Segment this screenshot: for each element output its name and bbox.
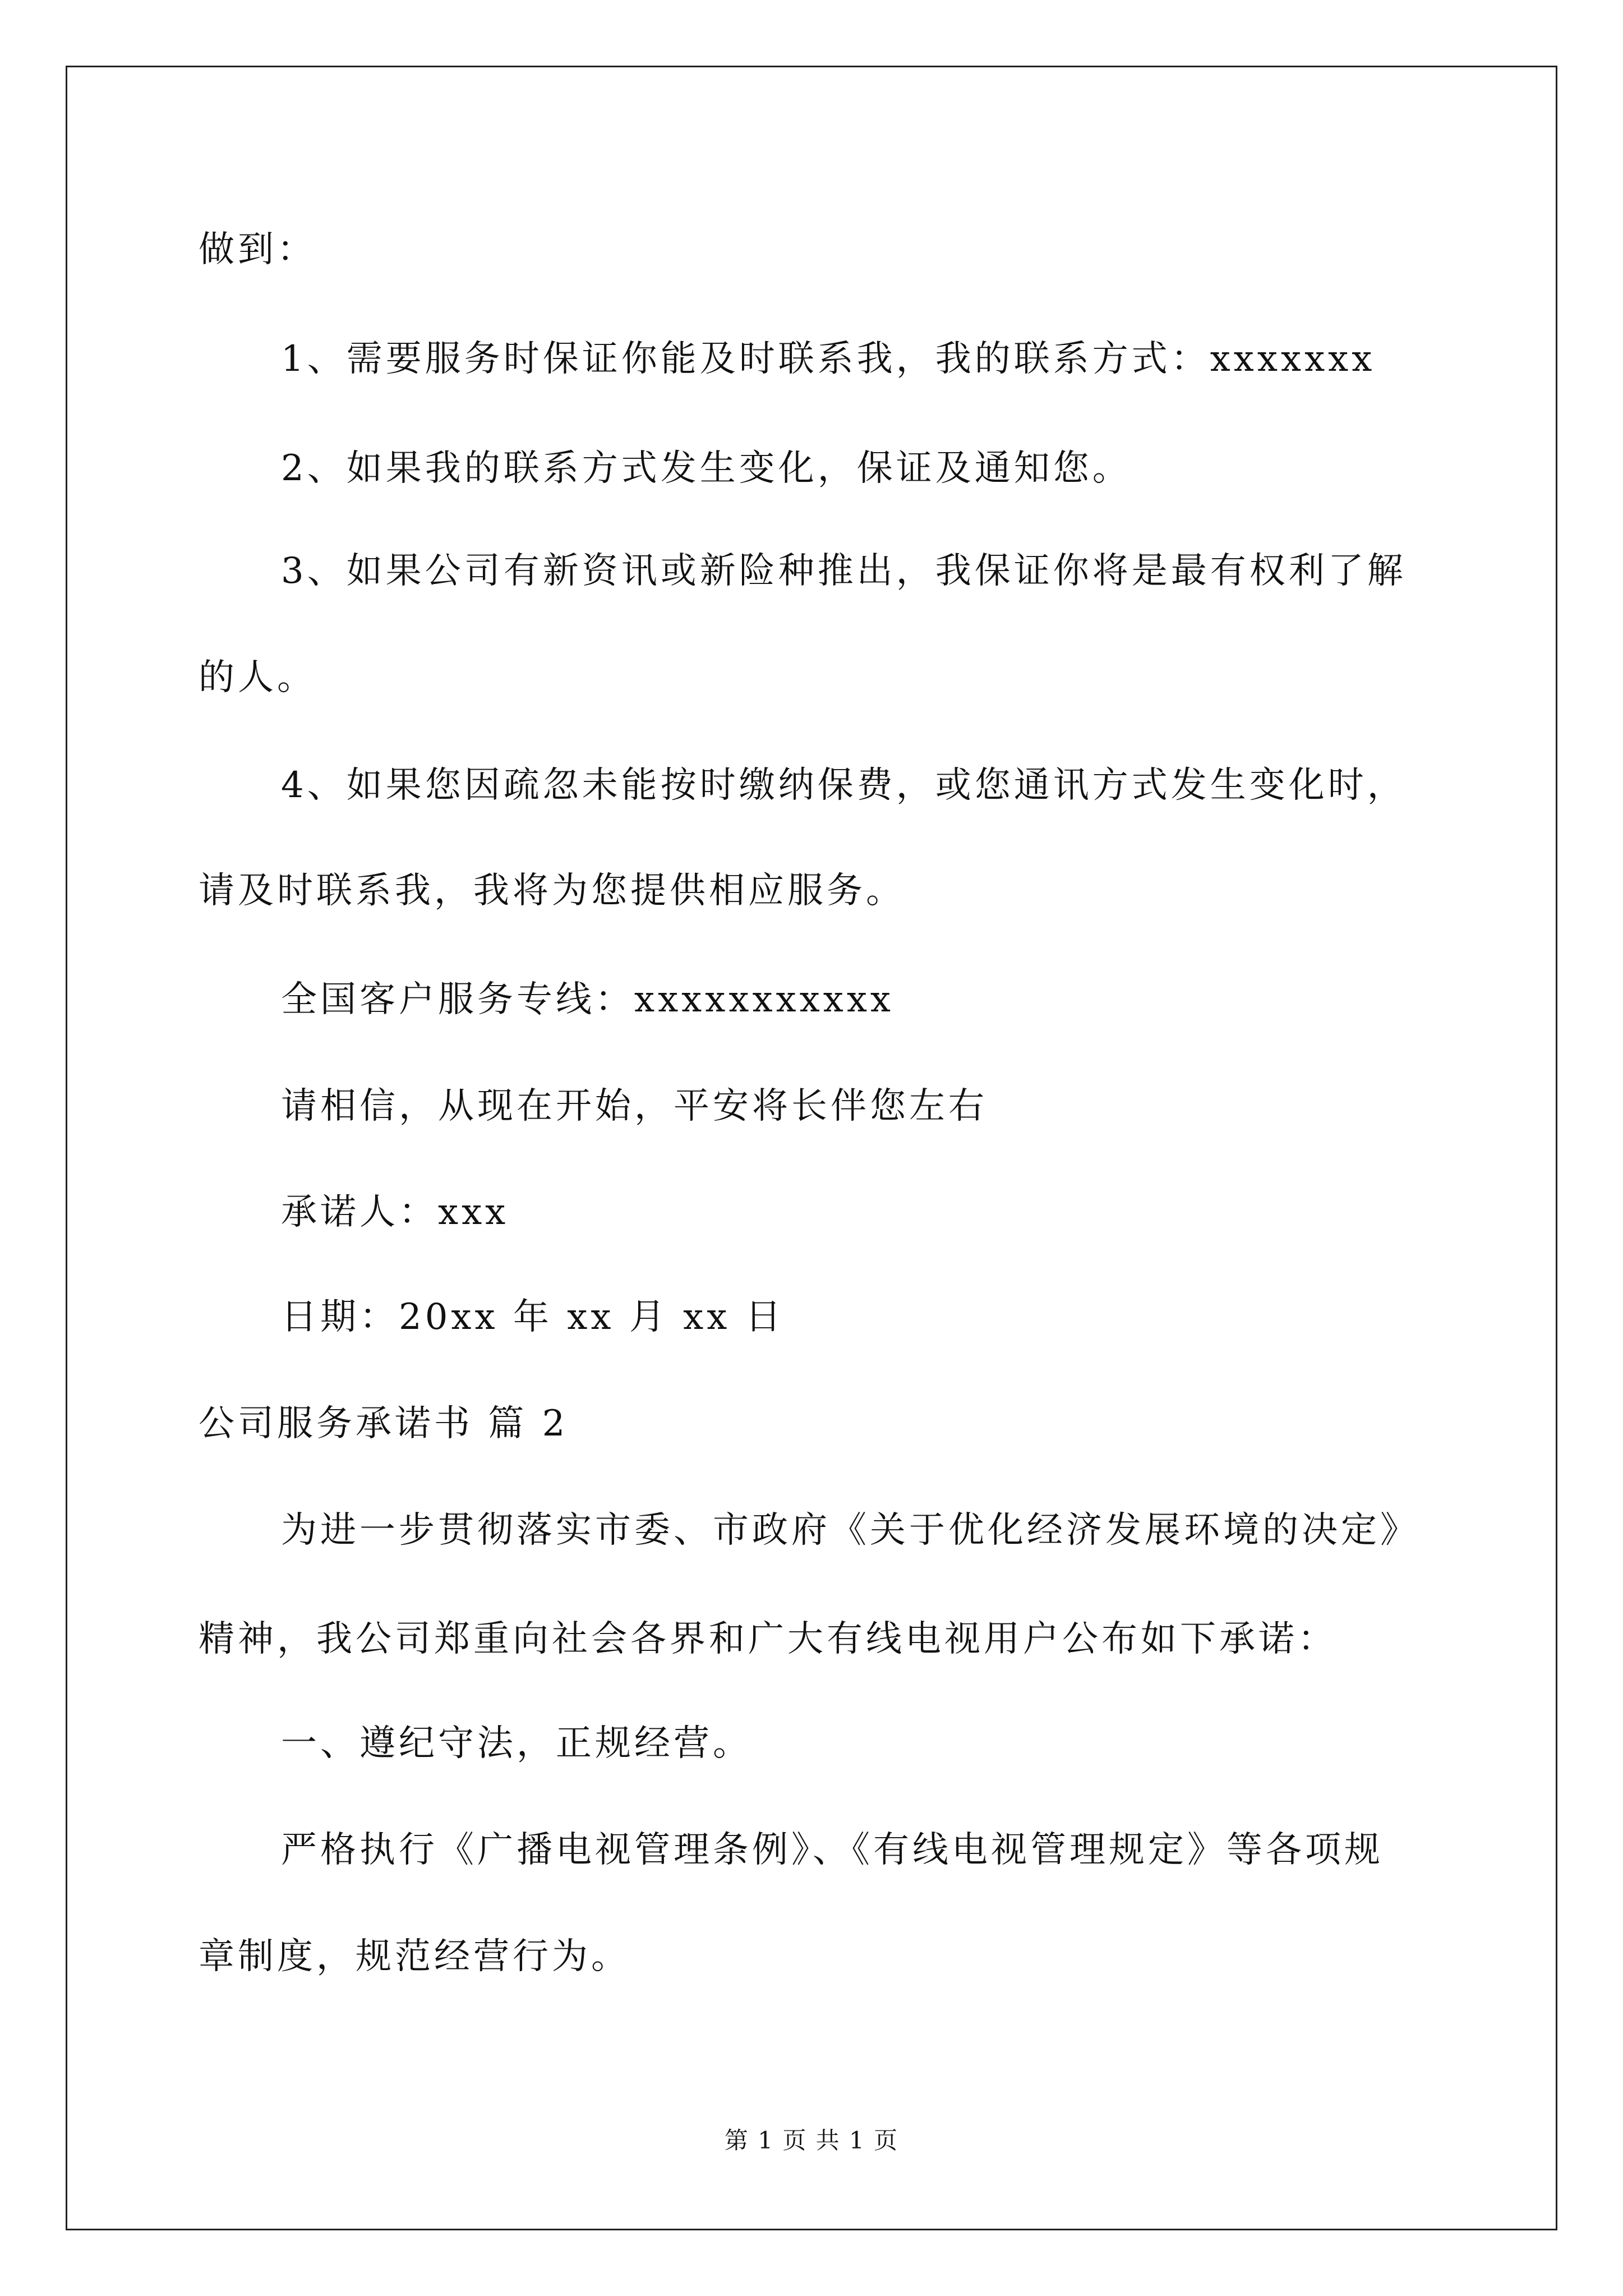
section-heading: 公司服务承诺书 篇 2 (199, 1403, 569, 1444)
text-line: 为进一步贯彻落实市委、市政府《关于优化经济发展环境的决定》 (281, 1510, 1419, 1551)
text-line: 精神，我公司郑重向社会各界和广大有线电视用户公布如下承诺： (199, 1618, 1337, 1660)
hotline-line: 全国客户服务专线：xxxxxxxxxxx (281, 979, 895, 1020)
list-item: 4、如果您因疏忽未能按时缴纳保费，或您通讯方式发生变化时， (281, 765, 1407, 806)
promisor-line: 承诺人：xxx (281, 1191, 509, 1233)
text-line: 章制度，规范经营行为。 (199, 1936, 630, 1977)
list-item: 1、需要服务时保证你能及时联系我，我的联系方式：xxxxxxx (281, 338, 1376, 380)
text-line: 严格执行《广播电视管理条例》、《有线电视管理规定》等各项规 (281, 1829, 1384, 1871)
text-line: 做到： (199, 229, 316, 270)
list-item: 2、如果我的联系方式发生变化，保证及通知您。 (281, 448, 1132, 489)
text-line: 请相信，从现在开始，平安将长伴您左右 (281, 1085, 988, 1127)
date-line: 日期：20xx 年 xx 月 xx 日 (281, 1296, 785, 1338)
list-item: 3、如果公司有新资讯或新险种推出，我保证你将是最有权利了解 (281, 550, 1407, 592)
text-line: 请及时联系我，我将为您提供相应服务。 (199, 870, 905, 912)
text-line: 的人。 (199, 657, 316, 698)
text-line: 一、遵纪守法，正规经营。 (281, 1723, 752, 1764)
page-footer: 第 1 页 共 1 页 (724, 2127, 899, 2154)
